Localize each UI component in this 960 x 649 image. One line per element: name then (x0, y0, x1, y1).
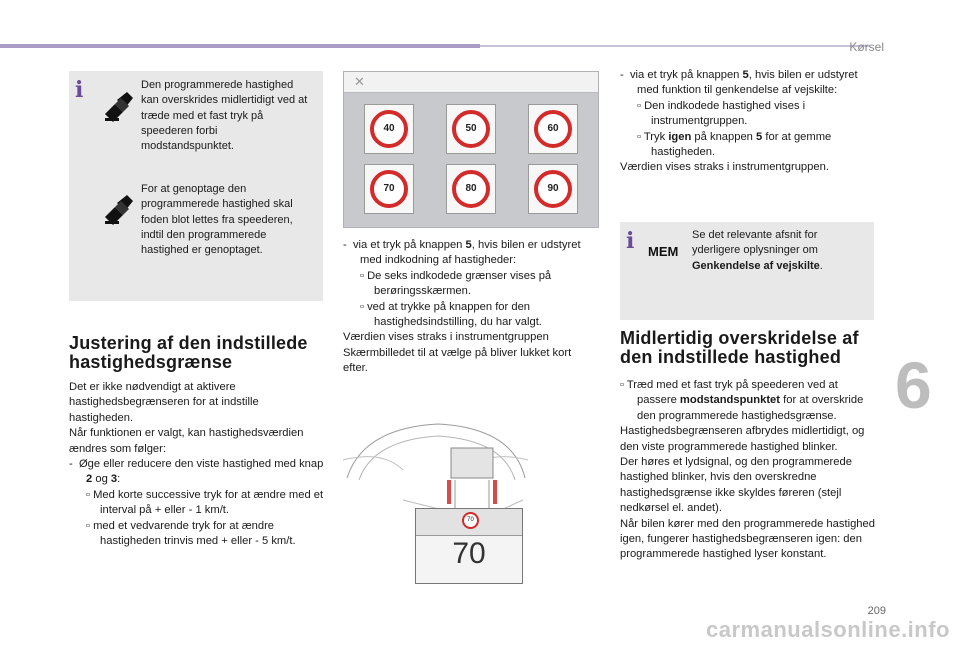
cluster-speed-sign: 70 (462, 512, 479, 529)
paragraph: Værdien vises straks i instrumentgruppen (343, 331, 549, 344)
speed-sign-40: 40 (370, 110, 408, 148)
section1-body (69, 380, 325, 549)
chapter-number: 6 (895, 348, 932, 422)
header-rule-thin (480, 45, 870, 47)
paragraph: Når bilen kører med den programmerede hastighed igen, fungerer hastighedsbegrænseren igen: den programmerede hastighed lyser konstant. (620, 517, 875, 561)
sub-list-item: ▫ De seks indkodede grænser vises på berøringsskærmen. (360, 269, 552, 298)
speed-tile[interactable] (446, 164, 496, 214)
sub-list-item: ▫ ved at trykke på knappen for den hastighedsindstilling, du har valgt. (360, 300, 542, 329)
section-title-adjust: Justering af den indstillede hastighedsgrænse (69, 333, 308, 372)
speed-tile[interactable] (528, 104, 578, 154)
screen-title-bar (344, 72, 598, 93)
paragraph: Skærmbilledet til at vælge på bliver lukket kort efter. (343, 346, 572, 375)
speed-tile[interactable] (364, 164, 414, 214)
page-number: 209 (867, 605, 886, 617)
sub-list-item: ▫ Med korte successive tryk for at ændre med et interval på + eller - 1 km/t. (86, 488, 324, 517)
sub-list-item: ▫ Den indkodede hastighed vises i instrumentgruppen. (637, 99, 806, 128)
paragraph: Det er ikke nødvendigt at aktivere hastighedsbegrænseren for at indstille hastigheden. (69, 381, 259, 424)
cluster-display (415, 508, 523, 584)
sub-list-item: ▫ med et vedvarende tryk for at ændre hastigheden trinvis med + eller - 5 km/t. (86, 519, 296, 548)
foot-pedal-icon (101, 88, 137, 124)
speed-selection-screen (343, 71, 599, 228)
paragraph: Værdien vises straks i instrumentgruppen. (620, 161, 829, 174)
speed-tile[interactable] (446, 104, 496, 154)
speed-sign-50: 50 (452, 110, 490, 148)
list-item: - via et tryk på knappen 5, hvis bilen er udstyret med funktion til genkendelse af vejskilte: (620, 69, 858, 97)
reference-note: Se det relevante afsnit for yderligere oplysninger om Genkendelse af vejskilte. (692, 229, 823, 272)
middle-body (343, 238, 599, 377)
right-body (620, 68, 878, 176)
section-title-override: Midlertidig overskridelse af den indstillede hastighed (620, 328, 859, 367)
instrument-cluster-illustration (343, 420, 528, 585)
resume-note: For at genoptage den programmerede hastighed skal foden blot lettes fra speederen, indtil den programmerede hastighed er genoptaget. (141, 183, 293, 257)
cluster-speed-value: 70 (452, 537, 486, 570)
close-icon[interactable]: ✕ (354, 74, 365, 89)
cluster-display-top (416, 509, 522, 536)
list-item: - Øge eller reducere den viste hastighed med knap 2 og 3: (69, 458, 324, 486)
paragraph: Når funktionen er valgt, kan hastighedsværdien ændres som følger: (69, 427, 304, 455)
info-icon: i (626, 228, 635, 254)
speed-sign-90: 90 (534, 170, 572, 208)
sub-list-item: ▫ Tryk igen på knappen 5 for at gemme hastigheden. (637, 130, 832, 159)
speed-tile[interactable] (364, 104, 414, 154)
mem-icon: MEM (648, 244, 679, 259)
section-header: Kørsel (849, 40, 884, 54)
speed-sign-70: 70 (370, 170, 408, 208)
paragraph: Hastighedsbegrænseren afbrydes midlertidigt, og den viste programmerede hastighed blinker. (620, 425, 865, 453)
section2-body (620, 378, 878, 563)
info-box-override (69, 71, 323, 301)
list-item: - via et tryk på knappen 5, hvis bilen er udstyret med indkodning af hastigheder: (343, 239, 581, 267)
info-icon: i (75, 77, 84, 103)
info-box-reference (620, 222, 874, 320)
override-note: Den programmerede hastighed kan overskrides midlertidigt ved at træde med et fast tryk på speederen forbi modstandspunktet. (141, 79, 308, 153)
speed-tile[interactable] (528, 164, 578, 214)
paragraph: Der høres et lydsignal, og den programmerede hastighed blinker, hvis den overskredne hastighedsgrænse ikke skyldes føreren (stejl nedkørsel el. andet). (620, 456, 852, 515)
speed-sign-60: 60 (534, 110, 572, 148)
speed-sign-80: 80 (452, 170, 490, 208)
foot-release-icon (101, 191, 137, 227)
header-rule (0, 44, 480, 48)
watermark: carmanualsonline.info (706, 617, 950, 642)
sub-list-item: ▫ Træd med et fast tryk på speederen ved at passere modstandspunktet for at overskride den programmerede hastighedsgrænse. (620, 379, 864, 422)
